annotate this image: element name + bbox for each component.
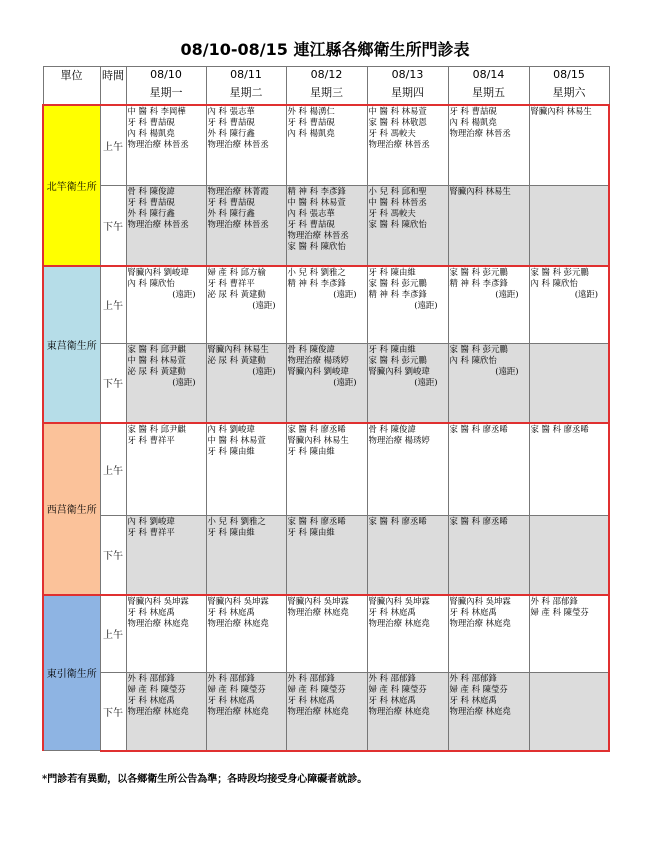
schedule-cell [367, 186, 448, 266]
doctor-entry: 物理治療 林晉丞 [287, 230, 349, 240]
doctor-entry: 物理治療 林庭堯 [368, 617, 430, 628]
schedule-cell [286, 423, 367, 516]
schedule-cell [367, 344, 448, 423]
day-header [206, 67, 286, 105]
doctor-entry: 牙 科 陳由維 [287, 445, 335, 456]
doctor-entry: 泌 尿 科 黃建動 [127, 366, 186, 376]
table-row [43, 186, 609, 266]
day-header [126, 67, 206, 105]
doctor-entry: 物理治療 林晉丞 [449, 127, 511, 138]
doctor-entry: 物理治療 林庭堯 [287, 706, 349, 716]
doctor-entry: 家 醫 科 彭元鵬 [368, 277, 427, 288]
page-title: 08/10-08/15 連江縣各鄉衛生所門診表 [180, 40, 470, 59]
doctor-entry: 物理治療 林晉丞 [207, 138, 269, 149]
doctor-entry: 牙 科 林庭禹 [368, 695, 416, 705]
doctor-entry: 物理治療 林庭堯 [287, 606, 349, 617]
doctor-entry: 家 醫 科 廖丞晞 [287, 423, 346, 434]
doctor-entry: 中 醫 科 林晉丞 [368, 197, 427, 207]
doctor-entry: 中 醫 科 林易萱 [368, 105, 427, 116]
schedule-cell [126, 186, 206, 266]
doctor-entry: 小 兒 科 邱和聖 [368, 186, 427, 196]
doctor-entry: 婦 產 科 陳瑩芬 [530, 606, 589, 617]
day-date: 08/13 [391, 68, 424, 81]
doctor-entry: 家 醫 科 彭元鵬 [368, 355, 427, 365]
remote-tag: (遠距) [172, 377, 196, 387]
schedule-cell [448, 516, 529, 595]
schedule-cell [286, 344, 367, 423]
doctor-entry: 物理治療 林庭堯 [449, 706, 511, 716]
schedule-cell [286, 105, 367, 186]
schedule-cell [126, 595, 206, 673]
day-date: 08/14 [472, 68, 505, 81]
doctor-entry: 婦 產 科 陳瑩芬 [207, 684, 266, 694]
table-row [43, 423, 609, 516]
doctor-entry: 牙 科 馮較夫 [368, 127, 416, 138]
doctor-entry: 中 醫 科 李岡樺 [127, 105, 186, 116]
schedule-cell [367, 516, 448, 595]
schedule-cell [126, 516, 206, 595]
remote-tag: (遠距) [495, 366, 519, 376]
session-label: 上午 [100, 595, 126, 673]
schedule-cell [529, 186, 609, 266]
day-weekday: 星期六 [552, 86, 586, 99]
day-weekday: 星期二 [229, 86, 263, 99]
schedule-cell [529, 344, 609, 423]
schedule-cell [126, 105, 206, 186]
doctor-entry: 精 神 科 李彥鋒 [287, 277, 346, 288]
doctor-entry: 家 醫 科 廖丞晞 [368, 516, 427, 526]
doctor-entry: 外 科 邵郁鋒 [449, 673, 497, 683]
doctor-entry: 外 科 邵郁鋒 [127, 673, 175, 683]
schedule-cell [126, 266, 206, 344]
day-header [286, 67, 367, 105]
session-label: 下午 [100, 673, 126, 751]
doctor-entry: 骨 科 陳俊諱 [287, 344, 335, 354]
schedule-cell [286, 186, 367, 266]
doctor-entry: 家 醫 科 邱尹麒 [127, 344, 186, 354]
doctor-entry: 牙 科 林庭禹 [449, 606, 497, 617]
schedule-cell [206, 423, 286, 516]
schedule-cell [448, 423, 529, 516]
doctor-entry: 物理治療 林晉丞 [127, 219, 189, 229]
doctor-entry: 內 科 張志華 [207, 105, 255, 116]
schedule-cell [206, 673, 286, 751]
clinic-name: 東引衛生所 [43, 595, 100, 751]
schedule-cell [126, 344, 206, 423]
doctor-entry: 牙 科 陳由維 [368, 344, 416, 354]
remote-tag: (遠距) [172, 288, 196, 299]
schedule-cell [286, 673, 367, 751]
schedule-cell [367, 105, 448, 186]
doctor-entry: 家 醫 科 廖丞晞 [449, 423, 508, 434]
schedule-cell [448, 105, 529, 186]
doctor-entry: 牙 科 曹喆硯 [449, 105, 497, 116]
schedule-table [42, 66, 610, 752]
doctor-entry: 牙 科 林庭禹 [127, 695, 175, 705]
schedule-cell [529, 595, 609, 673]
schedule-cell [448, 595, 529, 673]
day-date: 08/12 [310, 68, 343, 81]
doctor-entry: 牙 科 陳由維 [207, 527, 255, 537]
doctor-entry: 牙 科 曹喆硯 [287, 219, 335, 229]
doctor-entry: 婦 產 科 陳瑩芬 [127, 684, 186, 694]
schedule-cell [529, 516, 609, 595]
doctor-entry: 牙 科 陳由維 [368, 266, 416, 277]
schedule-cell [367, 423, 448, 516]
doctor-entry: 物理治療 林晉丞 [368, 138, 430, 149]
schedule-cell [206, 344, 286, 423]
doctor-entry: 骨 科 陳俊諱 [127, 186, 175, 196]
schedule-cell [286, 595, 367, 673]
doctor-entry: 腎臟內科 吳坤霖 [207, 595, 269, 606]
day-weekday: 星期一 [149, 86, 183, 99]
doctor-entry: 婦 產 科 陳瑩芬 [449, 684, 508, 694]
day-weekday: 星期三 [310, 86, 343, 99]
day-header [367, 67, 448, 105]
doctor-entry: 家 醫 科 廖丞晞 [530, 423, 589, 434]
day-weekday: 星期四 [391, 86, 424, 99]
doctor-entry: 外 科 邵郁鋒 [368, 673, 416, 683]
doctor-entry: 外 科 陳行鑫 [207, 208, 255, 218]
remote-tag: (遠距) [414, 299, 438, 310]
doctor-entry: 婦 產 科 邱方榆 [207, 266, 266, 277]
doctor-entry: 腎臟內科 吳坤霖 [449, 595, 511, 606]
schedule-cell [206, 516, 286, 595]
doctor-entry: 牙 科 曹祥平 [127, 434, 175, 445]
doctor-entry: 家 醫 科 林敬恩 [368, 116, 427, 127]
doctor-entry: 精 神 科 李彥鋒 [287, 186, 346, 196]
doctor-entry: 外 科 邵郁鋒 [207, 673, 255, 683]
doctor-entry: 腎臟內科 劉峻瑋 [368, 366, 430, 376]
doctor-entry: 物理治療 林庭堯 [207, 617, 269, 628]
remote-tag: (遠距) [252, 366, 276, 376]
doctor-entry: 腎臟內科 林易生 [207, 344, 269, 354]
doctor-entry: 精 神 科 李彥鋒 [449, 277, 508, 288]
schedule-cell [529, 423, 609, 516]
table-row [43, 105, 609, 186]
doctor-entry: 婦 產 科 陳瑩芬 [287, 684, 346, 694]
doctor-entry: 腎臟內科 劉峻瑋 [127, 266, 189, 277]
doctor-entry: 牙 科 林庭禹 [449, 695, 497, 705]
doctor-entry: 內 科 陳欣怡 [449, 355, 497, 365]
doctor-entry: 腎臟內科 吳坤霖 [127, 595, 189, 606]
doctor-entry: 內 科 陳欣怡 [127, 277, 175, 288]
doctor-entry: 外 科 楊湧仁 [287, 105, 335, 116]
doctor-entry: 牙 科 林庭禹 [287, 695, 335, 705]
schedule-cell [529, 266, 609, 344]
doctor-entry: 物理治療 林庭堯 [368, 706, 430, 716]
schedule-cell [206, 266, 286, 344]
schedule-cell [286, 516, 367, 595]
doctor-entry: 內 科 張志華 [287, 208, 335, 218]
doctor-entry: 腎臟內科 林易生 [287, 434, 349, 445]
doctor-entry: 物理治療 楊琇婷 [368, 434, 430, 445]
doctor-entry: 腎臟內科 林易生 [449, 186, 511, 196]
period-header: 時間 [100, 67, 126, 105]
remote-tag: (遠距) [333, 288, 357, 299]
session-label: 下午 [100, 516, 126, 595]
doctor-entry: 內 科 楊凱堯 [287, 127, 335, 138]
doctor-entry: 腎臟內科 吳坤霖 [368, 595, 430, 606]
doctor-entry: 牙 科 林庭禹 [127, 606, 175, 617]
doctor-entry: 小 兒 科 劉雅之 [207, 516, 266, 526]
table-row [43, 516, 609, 595]
doctor-entry: 泌 尿 科 黃建動 [207, 355, 266, 365]
doctor-entry: 物理治療 林菁霞 [207, 186, 269, 196]
table-row [43, 673, 609, 751]
doctor-entry: 內 科 楊凱堯 [449, 116, 497, 127]
doctor-entry: 外 科 陳行鑫 [127, 208, 175, 218]
doctor-entry: 中 醫 科 林易萱 [207, 434, 266, 445]
clinic-name: 西莒衛生所 [43, 423, 100, 595]
doctor-entry: 骨 科 陳俊諱 [368, 423, 416, 434]
session-label: 上午 [100, 105, 126, 186]
doctor-entry: 牙 科 曹喆硯 [127, 197, 175, 207]
doctor-entry: 家 醫 科 陳欣怡 [287, 241, 346, 251]
schedule-cell [448, 344, 529, 423]
clinic-name: 北竿衛生所 [43, 105, 100, 266]
session-label: 上午 [100, 423, 126, 516]
doctor-entry: 家 醫 科 彭元鵬 [530, 266, 589, 277]
doctor-entry: 物理治療 林晉丞 [127, 138, 189, 149]
schedule-cell [126, 673, 206, 751]
day-date: 08/11 [230, 68, 262, 81]
day-header [448, 67, 529, 105]
doctor-entry: 外 科 邵郁鋒 [287, 673, 335, 683]
day-date: 08/15 [553, 68, 585, 81]
footnote: *門診若有異動，以各鄉衛生所公告為準；各時段均接受身心障礙者就診。 [42, 774, 368, 785]
remote-tag: (遠距) [414, 377, 438, 387]
schedule-cell [367, 266, 448, 344]
schedule-cell [448, 186, 529, 266]
doctor-entry: 牙 科 曹祥平 [127, 527, 175, 537]
session-label: 下午 [100, 186, 126, 266]
remote-tag: (遠距) [495, 288, 519, 299]
table-row [43, 266, 609, 344]
doctor-entry: 物理治療 林晉丞 [207, 219, 269, 229]
doctor-entry: 腎臟內科 林易生 [530, 105, 592, 116]
doctor-entry: 內 科 陳欣怡 [530, 277, 578, 288]
doctor-entry: 牙 科 林庭禹 [207, 606, 255, 617]
unit-header: 單位 [43, 67, 100, 105]
doctor-entry: 物理治療 楊琇婷 [287, 355, 349, 365]
doctor-entry: 內 科 楊凱堯 [127, 127, 175, 138]
doctor-entry: 精 神 科 李彥鋒 [368, 288, 427, 299]
schedule-cell [529, 673, 609, 751]
doctor-entry: 牙 科 曹喆硯 [207, 116, 255, 127]
doctor-entry: 物理治療 林庭堯 [127, 617, 189, 628]
doctor-entry: 小 兒 科 劉雅之 [287, 266, 346, 277]
doctor-entry: 物理治療 林庭堯 [207, 706, 269, 716]
doctor-entry: 家 醫 科 彭元鵬 [449, 266, 508, 277]
schedule-cell [448, 673, 529, 751]
doctor-entry: 家 醫 科 陳欣怡 [368, 219, 427, 229]
doctor-entry: 家 醫 科 廖丞晞 [449, 516, 508, 526]
doctor-entry: 泌 尿 科 黃建動 [207, 288, 266, 299]
doctor-entry: 牙 科 陳由維 [287, 527, 335, 537]
doctor-entry: 婦 產 科 陳瑩芬 [368, 684, 427, 694]
doctor-entry: 內 科 劉峻瑋 [207, 423, 255, 434]
doctor-entry: 外 科 邵郁鋒 [530, 595, 578, 606]
remote-tag: (遠距) [333, 377, 357, 387]
doctor-entry: 中 醫 科 林易萱 [127, 355, 186, 365]
session-label: 上午 [100, 266, 126, 344]
doctor-entry: 家 醫 科 邱尹麒 [127, 423, 186, 434]
doctor-entry: 腎臟內科 劉峻瑋 [287, 366, 349, 376]
doctor-entry: 牙 科 曹喆硯 [287, 116, 335, 127]
schedule-cell [206, 595, 286, 673]
doctor-entry: 牙 科 陳由維 [207, 445, 255, 456]
day-weekday: 星期五 [472, 86, 505, 99]
header-row [43, 67, 609, 105]
remote-tag: (遠距) [252, 299, 276, 310]
schedule-cell [206, 105, 286, 186]
table-row [43, 595, 609, 673]
remote-tag: (遠距) [574, 288, 598, 299]
schedule-body [43, 105, 609, 751]
doctor-entry: 腎臟內科 吳坤霖 [287, 595, 349, 606]
schedule-cell [367, 673, 448, 751]
day-header [529, 67, 609, 105]
doctor-entry: 內 科 劉峻瑋 [127, 516, 175, 526]
doctor-entry: 中 醫 科 林易萱 [287, 197, 346, 207]
schedule-cell [126, 423, 206, 516]
doctor-entry: 牙 科 林庭禹 [207, 695, 255, 705]
doctor-entry: 牙 科 馮較夫 [368, 208, 416, 218]
clinic-name: 東莒衛生所 [43, 266, 100, 423]
schedule-cell [367, 595, 448, 673]
doctor-entry: 牙 科 曹祥平 [207, 277, 255, 288]
schedule-cell [448, 266, 529, 344]
table-row [43, 344, 609, 423]
schedule-cell [286, 266, 367, 344]
session-label: 下午 [100, 344, 126, 423]
doctor-entry: 牙 科 曹喆硯 [207, 197, 255, 207]
doctor-entry: 牙 科 曹喆硯 [127, 116, 175, 127]
doctor-entry: 外 科 陳行鑫 [207, 127, 255, 138]
schedule-cell [529, 105, 609, 186]
doctor-entry: 家 醫 科 彭元鵬 [449, 344, 508, 354]
schedule-cell [206, 186, 286, 266]
doctor-entry: 物理治療 林庭堯 [127, 706, 189, 716]
doctor-entry: 牙 科 林庭禹 [368, 606, 416, 617]
doctor-entry: 物理治療 林庭堯 [449, 617, 511, 628]
doctor-entry: 家 醫 科 廖丞晞 [287, 516, 346, 526]
day-date: 08/10 [150, 68, 182, 81]
